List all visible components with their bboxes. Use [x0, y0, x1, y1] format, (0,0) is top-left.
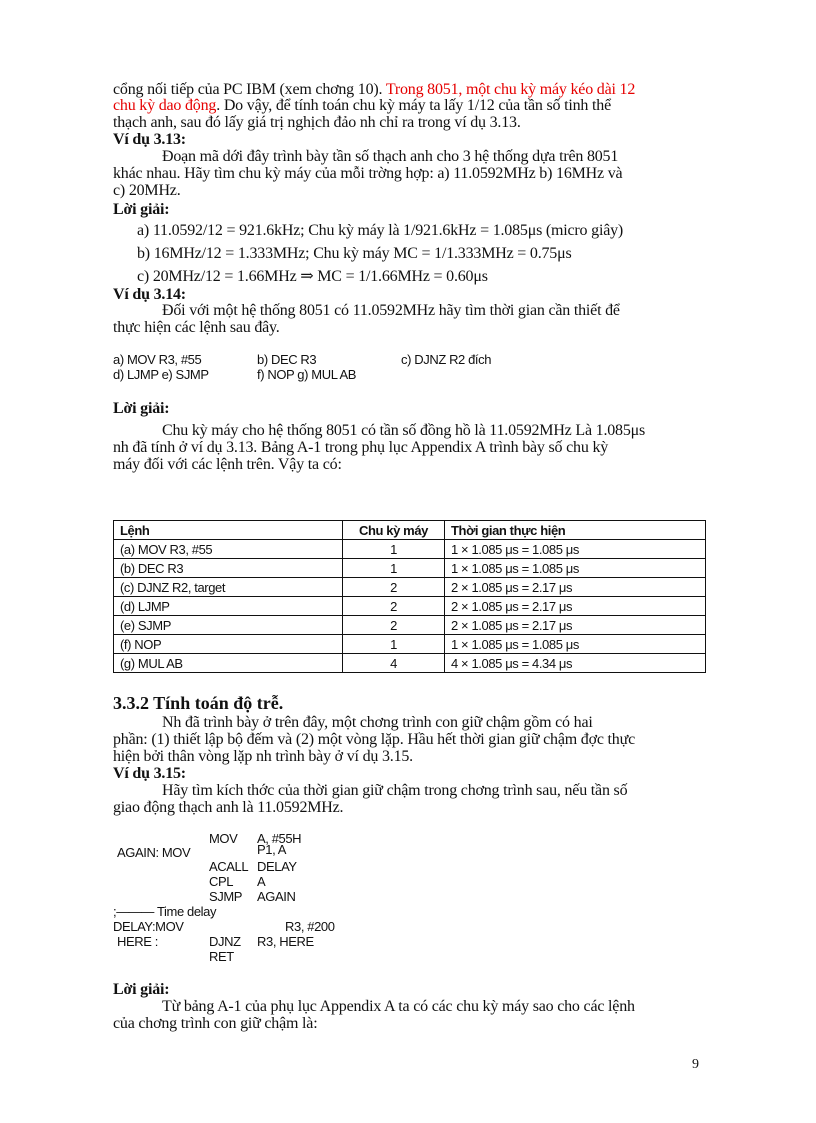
code-arg: A, #55H	[257, 831, 302, 846]
code-arg: AGAIN	[257, 889, 296, 904]
code-label: DELAY:MOV	[113, 919, 184, 934]
cell-instruction: (c) DJNZ R2, target	[114, 578, 343, 597]
code-arg: R3, #200	[285, 919, 335, 934]
table-row	[114, 597, 706, 616]
cell-time: 1 × 1.085 μs = 1.085 μs	[445, 635, 706, 654]
cell-instruction: (e) SJMP	[114, 616, 343, 635]
instruction-timing-table	[113, 520, 706, 673]
cell-instruction: (f) NOP	[114, 635, 343, 654]
cell-instruction: (d) LJMP	[114, 597, 343, 616]
code-arg: R3, HERE	[257, 934, 314, 949]
cell-cycles: 1	[343, 559, 445, 578]
cell-cycles: 1	[343, 540, 445, 559]
example-3-13-line-1: Đoạn mã dới đây trình bày tần số thạch anh cho 3 hệ thống dựa trên 8051	[162, 148, 619, 165]
cell-time: 1 × 1.085 μs = 1.085 μs	[445, 540, 706, 559]
table-row	[114, 578, 706, 597]
code-label: HERE :	[117, 934, 158, 949]
cell-cycles: 2	[343, 616, 445, 635]
page-number: 9	[692, 1057, 699, 1072]
header-execution-time: Thời gian thực hiện	[445, 521, 706, 540]
example-3-14-solution-title: Lời giải:	[113, 400, 170, 417]
code-op: RET	[209, 949, 234, 964]
instruction-c: c) DJNZ R2 đích	[401, 352, 492, 367]
cell-cycles: 2	[343, 578, 445, 597]
intro-highlight: Trong 8051, một chu kỳ máy kéo dài 12	[385, 81, 636, 98]
solution-item-a: a) 11.0592/12 = 921.6kHz; Chu kỳ máy là 1/921.6kHz = 1.085μs (micro giây)	[137, 222, 624, 239]
cell-time: 1 × 1.085 μs = 1.085 μs	[445, 559, 706, 578]
header-instruction: Lệnh	[114, 521, 343, 540]
example-3-13-title: Ví dụ 3.13:	[113, 131, 186, 148]
intro-line-1	[113, 81, 635, 98]
instruction-d-e: d) LJMP e) SJMP	[113, 367, 209, 382]
cell-time: 2 × 1.085 μs = 2.17 μs	[445, 616, 706, 635]
example-3-15-solution-line-2: của chơng trình con giữ chậm là:	[113, 1015, 318, 1032]
example-3-14-solution-line-3: máy đối với các lệnh trên. Vậy ta có:	[113, 456, 342, 473]
code-arg: A	[257, 874, 266, 889]
section-3-3-2-line-3: hiện bởi thân vòng lặp nh trình bày ở ví dụ 3.15.	[113, 748, 413, 765]
code-arg: DELAY	[257, 859, 297, 874]
cell-time: 4 × 1.085 μs = 4.34 μs	[445, 654, 706, 673]
code-label: AGAIN: MOV	[117, 845, 191, 860]
section-3-3-2-title: 3.3.2 Tính toán độ trễ.	[113, 693, 284, 713]
cell-instruction: (a) MOV R3, #55	[114, 540, 343, 559]
code-op: SJMP	[209, 889, 243, 904]
table-row	[114, 540, 706, 559]
example-3-13-line-2: khác nhau. Hãy tìm chu kỳ máy của mỗi trờng hợp: a) 11.0592MHz b) 16MHz và	[113, 165, 623, 182]
example-3-13-line-3: c) 20MHz.	[113, 182, 181, 199]
intro-line-3: thạch anh, sau đó lấy giá trị nghịch đảo nh chỉ ra trong ví dụ 3.13.	[113, 114, 521, 131]
code-op: MOV	[209, 831, 238, 846]
example-3-15-line-1: Hãy tìm kích thớc của thời gian giữ chậm trong chơng trình sau, nếu tần số	[162, 782, 628, 799]
instruction-a: a) MOV R3, #55	[113, 352, 202, 367]
section-3-3-2-line-2: phần: (1) thiết lập bộ đếm và (2) một vòng lặp. Hầu hết thời gian giữ chậm đợc thực	[113, 731, 635, 748]
example-3-15-line-2: giao động thạch anh là 11.0592MHz.	[113, 799, 344, 816]
code-comment: ;——— Time delay	[113, 904, 217, 919]
table-row	[114, 635, 706, 654]
instruction-f-g: f) NOP g) MUL AB	[257, 367, 357, 382]
cell-time: 2 × 1.085 μs = 2.17 μs	[445, 597, 706, 616]
intro-text-2: . Do vậy, để tính toán chu kỳ máy ta lấy 1/12 của tần số tinh thể	[216, 97, 611, 114]
cell-instruction: (b) DEC R3	[114, 559, 343, 578]
code-op: CPL	[209, 874, 234, 889]
code-op: ACALL	[209, 859, 249, 874]
example-3-14-line-1: Đối với một hệ thống 8051 có 11.0592MHz hãy tìm thời gian cần thiết để	[162, 302, 620, 319]
cell-cycles: 4	[343, 654, 445, 673]
intro-text: cổng nối tiếp của PC IBM (xem chơng 10).	[113, 81, 386, 98]
example-3-15-solution-line-1: Từ bảng A-1 của phụ lục Appendix A ta có các chu kỳ máy sao cho các lệnh	[162, 998, 635, 1015]
intro-highlight-2: chu kỳ dao động	[113, 97, 217, 114]
example-3-13-solution-title: Lời giải:	[113, 201, 170, 218]
example-3-15-title: Ví dụ 3.15:	[113, 765, 186, 782]
example-3-14-title: Ví dụ 3.14:	[113, 286, 186, 303]
header-machine-cycles: Chu kỳ máy	[343, 521, 445, 540]
solution-item-c: c) 20MHz/12 = 1.66MHz ⇒ MC = 1/1.66MHz = 0.60μs	[137, 268, 488, 285]
code-op: DJNZ	[209, 934, 241, 949]
intro-line-2	[113, 97, 611, 114]
example-3-14-solution-line-1: Chu kỳ máy cho hệ thống 8051 có tần số đồng hồ là 11.0592MHz Là 1.085μs	[162, 422, 646, 439]
example-3-14-solution-line-2: nh đã tính ở ví dụ 3.13. Bảng A-1 trong phụ lục Appendix A trình bày số chu kỳ	[113, 439, 609, 456]
cell-cycles: 1	[343, 635, 445, 654]
cell-cycles: 2	[343, 597, 445, 616]
cell-instruction: (g) MUL AB	[114, 654, 343, 673]
table-row	[114, 559, 706, 578]
table-header-row	[114, 521, 706, 540]
instruction-b: b) DEC R3	[257, 352, 317, 367]
section-3-3-2-line-1: Nh đã trình bày ở trên đây, một chơng trình con giữ chậm gồm có hai	[162, 714, 593, 731]
example-3-14-line-2: thực hiện các lệnh sau đây.	[113, 319, 280, 336]
code-arg: P1, A	[257, 842, 287, 857]
table-row	[114, 654, 706, 673]
example-3-15-solution-title: Lời giải:	[113, 981, 170, 998]
table-row	[114, 616, 706, 635]
cell-time: 2 × 1.085 μs = 2.17 μs	[445, 578, 706, 597]
solution-item-b: b) 16MHz/12 = 1.333MHz; Chu kỳ máy MC = 1/1.333MHz = 0.75μs	[137, 245, 572, 262]
